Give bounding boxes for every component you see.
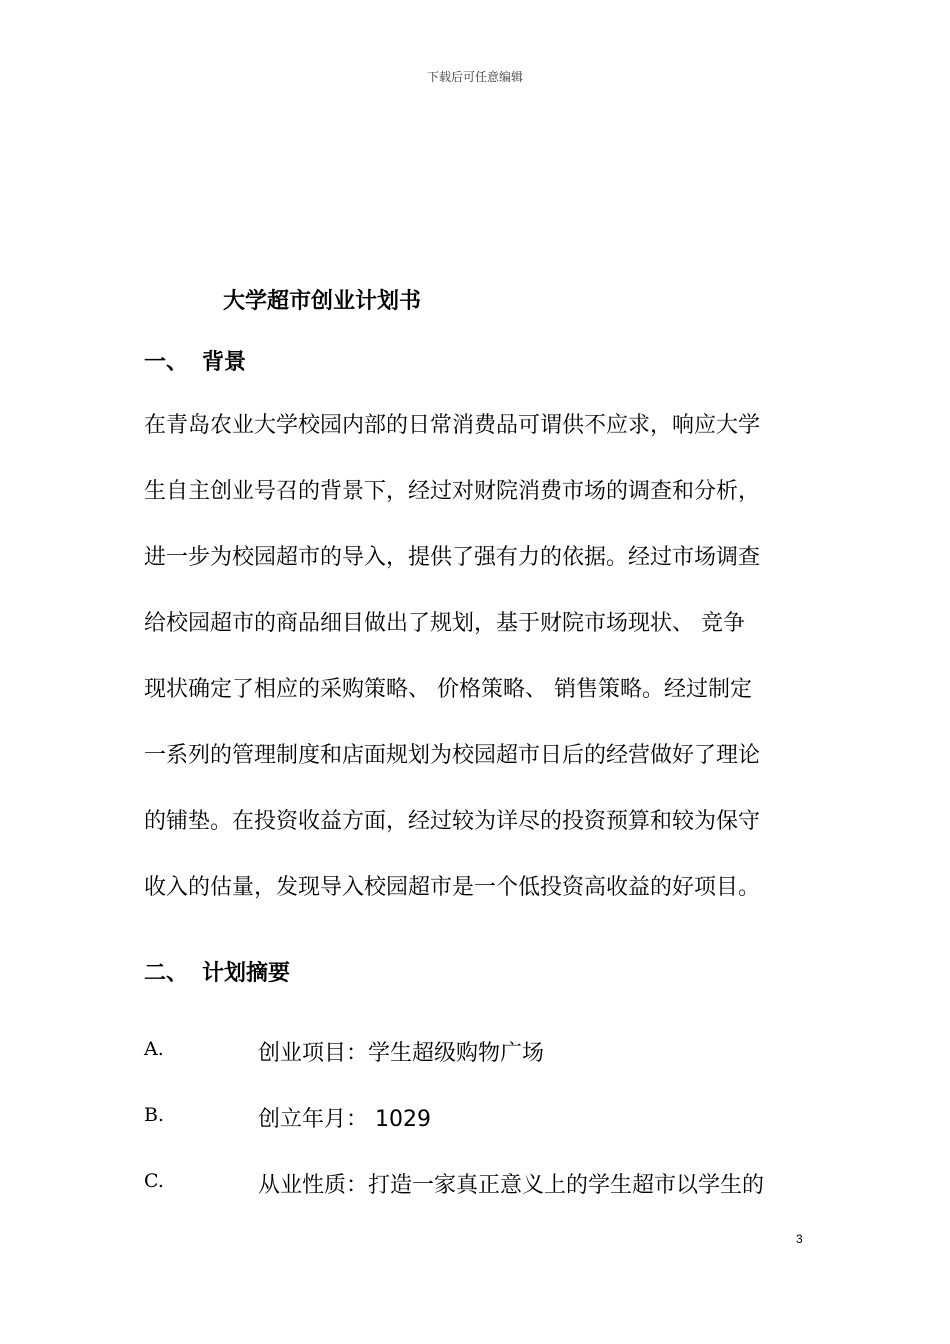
header-note: 下载后可任意编辑 <box>426 70 523 84</box>
section-number: 一、 <box>144 350 189 375</box>
section-heading-summary <box>144 956 290 987</box>
paragraph-line: 给校园超市的商品细目做出了规划，基于财院市场现状、 竞争 <box>144 611 745 636</box>
paragraph-line: 现状确定了相应的采购策略、 价格策略、 销售策略。经过制定 <box>144 677 752 702</box>
section-heading-background <box>144 345 246 376</box>
paragraph-line: 的铺垫。在投资收益方面，经过较为详尽的投资预算和较为保守 <box>144 809 761 834</box>
paragraph-line: 一系列的管理制度和店面规划为校园超市日后的经营做好了理论 <box>144 743 761 768</box>
section-title: 背景 <box>202 350 247 375</box>
list-item-letter: C. <box>144 1170 164 1192</box>
list-item-letter: B. <box>144 1104 165 1126</box>
page-number: 3 <box>796 1232 803 1246</box>
list-item-text: 创业项目：学生超级购物广场 <box>258 1041 545 1066</box>
paragraph-line: 进一步为校园超市的导入，提供了强有力的依据。经过市场调查 <box>144 545 761 570</box>
paragraph-line: 在青岛农业大学校园内部的日常消费品可谓供不应求，响应大学 <box>144 413 761 438</box>
paragraph-line: 收入的估量，发现导入校园超市是一个低投资高收益的好项目。 <box>144 875 761 900</box>
paragraph-line: 生自主创业号召的背景下，经过对财院消费市场的调查和分析， <box>144 479 761 504</box>
background-paragraph <box>144 393 794 921</box>
section-title: 计划摘要 <box>202 961 291 986</box>
document-title: 大学超市创业计划书 <box>223 289 422 314</box>
section-number: 二、 <box>144 961 189 986</box>
list-item-text: 从业性质：打造一家真正意义上的学生超市以学生的 <box>258 1173 765 1198</box>
list-item-text: 创立年月： 1029 <box>258 1107 431 1132</box>
list-item-letter: A. <box>144 1038 164 1060</box>
